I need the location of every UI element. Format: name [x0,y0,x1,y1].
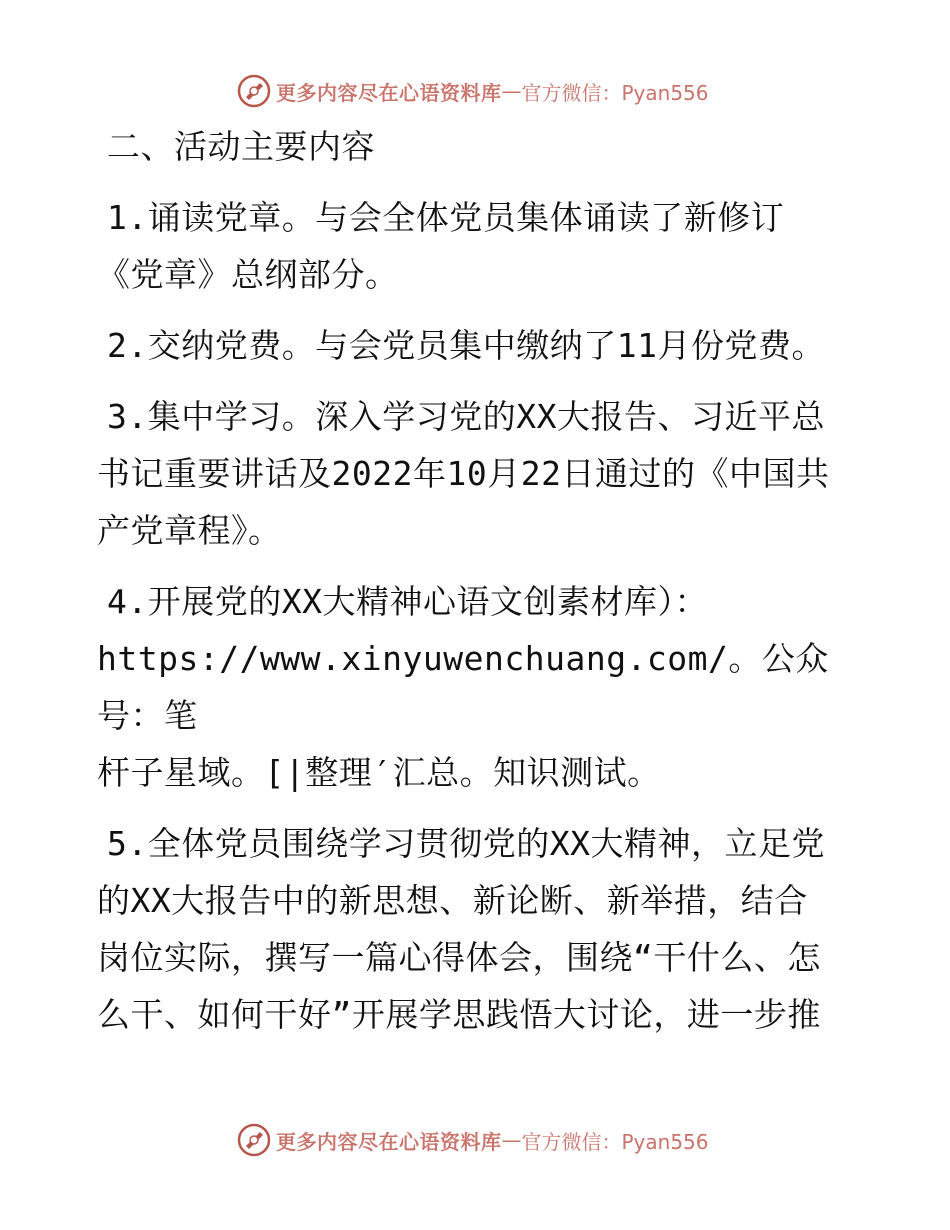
header-watermark [236,73,709,109]
watermark-dash: — [501,79,522,103]
item-line: 5.全体党员围绕学习贯彻党的XX大精神，立足党 [107,824,825,863]
item-line: 2.交纳党费。与会党员集中缴纳了11月份党费。 [107,326,825,365]
item-line: https://www.xinyuwenchuang.com/。公众号：笔 [97,639,829,735]
watermark-dash: — [501,1128,522,1152]
item-line: 杆子星域。[|整理′汇总。知识测试。 [97,753,661,792]
brand-logo-icon [236,73,272,109]
document-body [97,118,857,1057]
item-line: 的XX大报告中的新思想、新论断、新举措，结合 [97,881,808,920]
footer-watermark [236,1122,709,1158]
list-item-5 [97,815,857,1043]
list-item-4 [97,573,857,801]
item-line: 产党章程》。 [97,511,282,550]
watermark-main-text: 更多内容尽在心语资料库 [276,1129,502,1154]
brand-logo-icon [236,1122,272,1158]
watermark-sub-text: 官方微信：Pyan556 [521,80,709,105]
section-heading: 二、活动主要内容 [107,127,375,166]
list-item-3 [97,388,857,559]
item-line: 4.开展党的XX大精神心语文创素材库）： [107,582,708,621]
item-line: 3.集中学习。深入学习党的XX大报告、习近平总 [107,397,825,436]
watermark-main-text: 更多内容尽在心语资料库 [276,80,502,105]
item-line: 书记重要讲话及2022年10月22日通过的《中国共 [97,454,830,493]
list-item-2 [97,317,857,374]
item-line: 1.诵读党章。与会全体党员集体诵读了新修订 [107,198,785,237]
list-item-1 [97,189,857,303]
item-line: 《党章》总纲部分。 [97,255,399,294]
item-line: 么干、如何干好”开展学思践悟大讨论，进一步推 [97,995,821,1034]
watermark-sub-text: 官方微信：Pyan556 [521,1129,709,1154]
item-line: 岗位实际，撰写一篇心得体会，围绕“干什么、怎 [97,938,821,977]
